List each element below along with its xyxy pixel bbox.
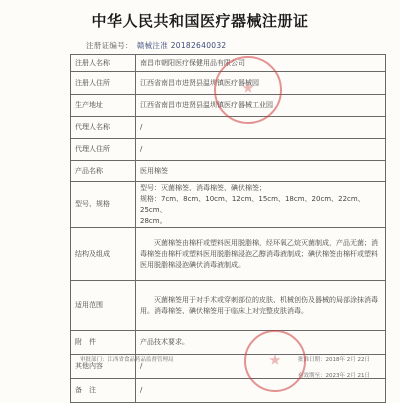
registration-number — [86, 40, 227, 51]
product-name-value: 医用棉签 — [136, 161, 386, 182]
product-name-label: 产品名称 — [71, 161, 136, 182]
other-label: 其他内容 — [71, 355, 136, 379]
registrant-address-value: 江西省南昌市进贤县温圳镇医疗器械园 — [136, 72, 386, 95]
structure-text: 灭菌棉签由棉杆或塑料医用脱脂棉，经环氧乙烷灭菌制成，产品无菌；消毒棉签由棉杆或塑料医用脱脂棉浸泡乙醇消毒液制成；碘伏棉签由棉杆或塑料医用脱脂棉浸泡碘伏消毒液制成。 — [140, 238, 378, 269]
model-spec-line-2: 规格：7cm、8cm、10cm、12cm、15cm、18cm、20cm、22cm、25cm、 — [140, 194, 365, 214]
registrant-address-label: 注册人住所 — [71, 72, 136, 95]
row-structure — [71, 228, 386, 281]
certificate-table — [70, 54, 386, 403]
row-registrant-address — [71, 72, 386, 95]
row-production-address — [71, 95, 386, 117]
row-product-name — [71, 161, 386, 182]
model-spec-value — [136, 182, 386, 228]
registration-number-value: 赣械注准 20182640032 — [136, 41, 227, 50]
agent-address-label: 代理人住所 — [71, 139, 136, 161]
remarks-value: / — [136, 379, 386, 403]
approval-date: 批准日期：2018年 2月 22日 — [298, 357, 370, 363]
model-spec-line-1: 型号：灭菌棉签、消毒棉签、碘伏棉签； — [140, 183, 266, 192]
registrant-name-label: 注册人名称 — [71, 55, 136, 72]
row-registrant-name — [71, 55, 386, 72]
attachment-label: 附 件 — [71, 331, 136, 355]
certificate-title: 中华人民共和国医疗器械注册证 — [91, 12, 309, 30]
scope-label: 适用范围 — [71, 281, 136, 331]
registration-number-label: 注册证编号： — [86, 41, 133, 50]
approver-department: 审批部门：江西省食品药品监督管理局 — [80, 357, 174, 363]
attachment-value: 产品技术要求。 — [136, 331, 386, 355]
agent-name-label: 代理人名称 — [71, 117, 136, 139]
row-agent-address — [71, 139, 386, 161]
row-agent-name — [71, 117, 386, 139]
scope-value — [136, 281, 386, 331]
valid-until: 有效期至：2023年 2月 21日 — [298, 373, 370, 379]
model-spec-line-3: 28cm。 — [140, 216, 167, 225]
production-address-label: 生产地址 — [71, 95, 136, 117]
row-model-spec — [71, 182, 386, 228]
row-scope — [71, 281, 386, 331]
agent-address-value: / — [136, 139, 386, 161]
structure-value — [136, 228, 386, 281]
production-address-value: 江西省南昌市进贤县温圳镇医疗器械工业园 — [136, 95, 386, 117]
scope-text: 灭菌棉签用于对手术或穿刺部位的皮肤、机械创伤及器械的局部涂抹消毒用。消毒棉签、碘伏棉签用于临床上对完整皮肤消毒。 — [140, 295, 378, 315]
agent-name-value: / — [136, 117, 386, 139]
footer-dates — [298, 355, 388, 387]
registrant-name-value: 南昌市朝阳医疗保健用品有限公司 — [136, 55, 386, 72]
row-attachment — [71, 331, 386, 355]
remarks-label: 备 注 — [71, 379, 136, 403]
other-value: / — [136, 355, 386, 379]
model-spec-label: 型号、规格 — [71, 182, 136, 228]
structure-label: 结构及组成 — [71, 228, 136, 281]
